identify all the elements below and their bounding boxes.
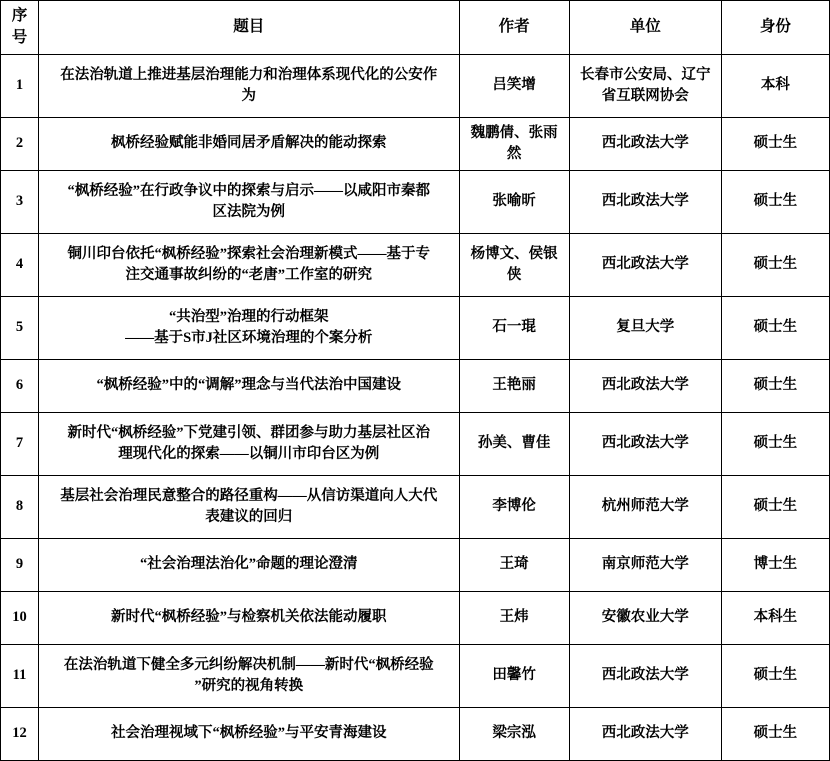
cell-author: 张喻昕: [459, 170, 569, 233]
table-row: [1, 296, 830, 359]
cell-status: 硕士生: [721, 475, 829, 538]
cell-status: 硕士生: [721, 359, 829, 412]
table-row: [1, 538, 830, 591]
cell-index: 4: [1, 233, 39, 296]
cell-title: [39, 233, 460, 296]
title-line: 基层社会治理民意整合的路径重构——从信访渠道向人大代: [60, 487, 438, 504]
table-row: [1, 707, 830, 760]
table-row: [1, 359, 830, 412]
organization-line: 杭州师范大学: [601, 498, 689, 515]
column-header-status: 身份: [721, 1, 829, 55]
cell-title: [39, 591, 460, 644]
organization-line: 西北政法大学: [601, 256, 689, 273]
title-line: 在法治轨道上推进基层治理能力和治理体系现代化的公安作: [60, 66, 438, 83]
cell-organization: [569, 170, 721, 233]
title-line: ——基于S市J社区环境治理的个案分析: [125, 329, 373, 346]
organization-line: 西北政法大学: [601, 193, 689, 210]
title-line: 表建议的回归: [205, 508, 293, 525]
title-line: 为: [241, 87, 257, 104]
cell-title: [39, 644, 460, 707]
organization-line: 长春市公安局、辽宁省: [579, 66, 711, 104]
table-body: [1, 54, 830, 760]
cell-title: [39, 538, 460, 591]
cell-organization: [569, 233, 721, 296]
cell-index: 8: [1, 475, 39, 538]
cell-author: 梁宗泓: [459, 707, 569, 760]
cell-status: 硕士生: [721, 644, 829, 707]
organization-line: 南京师范大学: [601, 556, 689, 573]
cell-status: 硕士生: [721, 412, 829, 475]
title-line: 铜川印台依托“枫桥经验”探索社会治理新模式——基于专: [67, 245, 431, 262]
cell-author: 孙美、曹佳: [459, 412, 569, 475]
cell-title: [39, 412, 460, 475]
title-line: “社会治理法治化”命题的理论澄清: [140, 556, 358, 573]
cell-title: [39, 117, 460, 170]
table-header: [1, 1, 830, 55]
title-line: “枫桥经验”中的“调解”理念与当代法治中国建设: [96, 377, 402, 394]
cell-author: 石一琨: [459, 296, 569, 359]
column-header-organization: 单位: [569, 1, 721, 55]
title-line: 新时代“枫桥经验”下党建引领、群团参与助力基层社区治: [67, 424, 431, 441]
cell-index: 9: [1, 538, 39, 591]
title-line: “共治型”治理的行动框架: [169, 308, 329, 325]
title-line: 在法治轨道下健全多元纠纷解决机制——新时代“枫桥经验: [63, 656, 434, 673]
column-header-author: 作者: [459, 1, 569, 55]
table-row: [1, 170, 830, 233]
cell-index: 11: [1, 644, 39, 707]
organization-line: 西北政法大学: [601, 725, 689, 742]
cell-organization: [569, 538, 721, 591]
cell-author: 魏鹏倩、张雨然: [459, 117, 569, 170]
cell-title: [39, 359, 460, 412]
cell-title: [39, 475, 460, 538]
title-line: 社会治理视域下“枫桥经验”与平安青海建设: [111, 725, 387, 742]
cell-author: 杨博文、侯银侠: [459, 233, 569, 296]
table-row: [1, 412, 830, 475]
cell-index: 7: [1, 412, 39, 475]
cell-index: 5: [1, 296, 39, 359]
table-row: [1, 117, 830, 170]
cell-title: [39, 707, 460, 760]
organization-line: 西北政法大学: [601, 667, 689, 684]
cell-index: 1: [1, 54, 39, 117]
organization-line: 西北政法大学: [601, 135, 689, 152]
cell-author: 吕笑增: [459, 54, 569, 117]
cell-organization: [569, 644, 721, 707]
cell-author: 李博伦: [459, 475, 569, 538]
title-line: ”研究的视角转换: [194, 677, 304, 694]
cell-status: 硕士生: [721, 170, 829, 233]
cell-status: 本科: [721, 54, 829, 117]
title-line: 注交通事故纠纷的“老唐”工作室的研究: [125, 266, 373, 283]
column-header-title: 题目: [39, 1, 460, 55]
table-row: [1, 475, 830, 538]
table-row: [1, 591, 830, 644]
organization-line: 复旦大学: [616, 319, 675, 336]
cell-organization: [569, 359, 721, 412]
cell-index: 3: [1, 170, 39, 233]
cell-index: 12: [1, 707, 39, 760]
cell-author: 田馨竹: [459, 644, 569, 707]
cell-organization: [569, 117, 721, 170]
cell-author: 王琦: [459, 538, 569, 591]
cell-organization: [569, 54, 721, 117]
cell-organization: [569, 412, 721, 475]
table-row: [1, 54, 830, 117]
organization-line: 西北政法大学: [601, 435, 689, 452]
cell-status: 硕士生: [721, 233, 829, 296]
cell-index: 6: [1, 359, 39, 412]
cell-author: 王艳丽: [459, 359, 569, 412]
title-line: 新时代“枫桥经验”与检察机关依法能动履职: [111, 609, 387, 626]
table-row: [1, 644, 830, 707]
cell-organization: [569, 591, 721, 644]
cell-author: 王炜: [459, 591, 569, 644]
column-header-index: 序号: [1, 1, 39, 55]
cell-status: 硕士生: [721, 707, 829, 760]
cell-index: 2: [1, 117, 39, 170]
table-header-row: [1, 1, 830, 55]
cell-status: 本科生: [721, 591, 829, 644]
organization-line: 互联网协会: [616, 87, 689, 104]
title-line: “枫桥经验”在行政争议中的探索与启示——以咸阳市秦都: [67, 182, 431, 199]
cell-status: 硕士生: [721, 117, 829, 170]
title-line: 理现代化的探索——以铜川市印台区为例: [118, 445, 380, 462]
organization-line: 西北政法大学: [601, 377, 689, 394]
cell-organization: [569, 707, 721, 760]
organization-line: 安徽农业大学: [601, 609, 689, 626]
title-line: 枫桥经验赋能非婚同居矛盾解决的能动探索: [111, 135, 387, 152]
cell-title: [39, 170, 460, 233]
table-row: [1, 233, 830, 296]
cell-index: 10: [1, 591, 39, 644]
cell-title: [39, 296, 460, 359]
cell-status: 博士生: [721, 538, 829, 591]
cell-title: [39, 54, 460, 117]
cell-status: 硕士生: [721, 296, 829, 359]
cell-organization: [569, 296, 721, 359]
title-line: 区法院为例: [212, 203, 286, 220]
cell-organization: [569, 475, 721, 538]
